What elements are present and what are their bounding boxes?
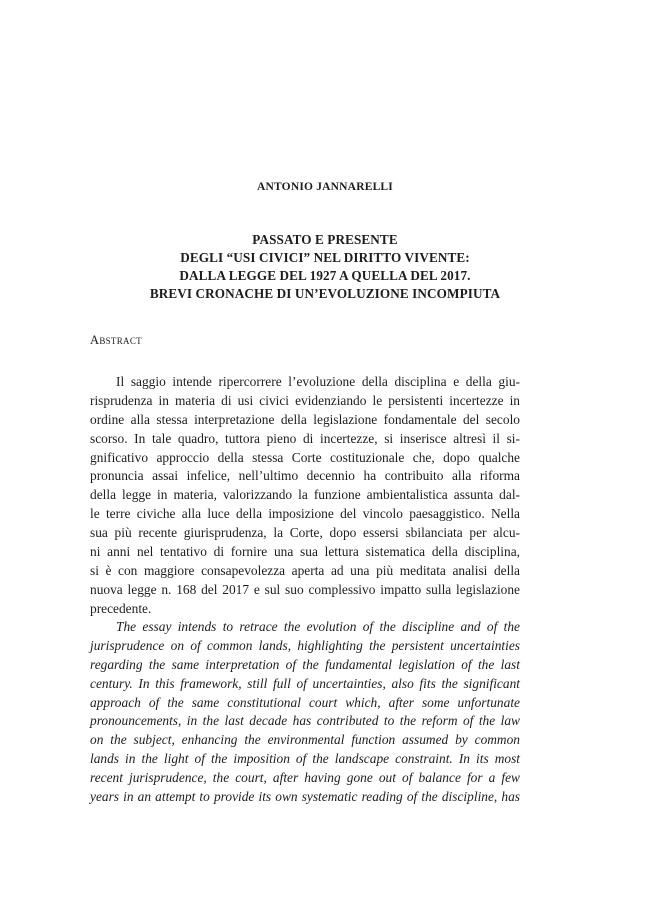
text-line: The essay intends to retrace the evolution of the discipline and of the (116, 619, 520, 634)
text-line: Il saggio intende ripercorrere l’evoluzione della disciplina e della giu- (116, 374, 520, 389)
text-line: nuova legge n. 168 del 2017 e sul suo complessivo impatto sulla legislazione (90, 581, 520, 597)
text-line: si è con maggiore consapevolezza aperta ad una più meditata analisi della (90, 562, 520, 578)
text-line: years in an attempt to provide its own systematic reading of the discipline, has (90, 789, 520, 805)
text-line: risprudenza in materia di usi civici evidenziando le persistenti incertezze in (90, 392, 520, 408)
text-line: recent jurisprudence, the court, after having gone out of balance for a few (90, 770, 520, 786)
text-line: pronouncements, in the last decade has contributed to the reform of the law (90, 713, 520, 729)
text-line: gnificativo approccio della stessa Corte costituzionale che, dopo qualche (90, 449, 520, 465)
text-line: precedente. (90, 600, 152, 616)
text-line: on the subject, enhancing the environmental function assumed by common (90, 732, 520, 748)
abstract-italian-paragraph (90, 373, 520, 619)
text-line: della legge in materia, valorizzando la funzione ambientalistica assunta dal- (90, 487, 520, 503)
text-line: ordine alla stessa interpretazione della legislazione fondamentale del secolo (90, 411, 520, 427)
author-name: ANTONIO JANNARELLI (257, 181, 393, 193)
text-line: ni anni nel tentativo di fornire una sua lettura sistematica della disciplina, (90, 544, 520, 560)
abstract-english-paragraph (90, 618, 520, 807)
text-line: century. In this framework, still full of uncertainties, also fits the significant (90, 675, 520, 691)
text-line: approach of the same constitutional court which, after some unfortunate (90, 694, 520, 710)
title-line: BREVI CRONACHE DI UN’EVOLUZIONE INCOMPIUTA (149, 286, 501, 301)
text-line: jurisprudence on of common lands, highlighting the persistent uncertainties (90, 637, 520, 653)
abstract-heading: Abstract (90, 333, 142, 347)
text-line: regarding the same interpretation of the fundamental legislation of the last (90, 656, 520, 672)
text-line: pronuncia assai infelice, nell’ultimo decennio ha contribuito alla riforma (90, 468, 520, 484)
text-line: sua più recente giurisprudenza, la Corte, dopo essersi sbilanciata per alcu- (90, 525, 520, 541)
article-title (0, 231, 650, 303)
text-line: scorso. In tale quadro, tuttora pieno di incertezze, si inserisce altresì il si- (90, 430, 520, 446)
title-line: DALLA LEGGE DEL 1927 A QUELLA DEL 2017. (179, 268, 471, 283)
title-line: DEGLI “USI CIVICI” NEL DIRITTO VIVENTE: (180, 250, 470, 265)
text-line: lands in the light of the imposition of the landscape constraint. In its most (90, 751, 520, 767)
title-line: PASSATO E PRESENTE (252, 232, 398, 247)
text-line: le terre civiche alla luce della imposizione del vincolo paesaggistico. Nella (90, 506, 520, 522)
